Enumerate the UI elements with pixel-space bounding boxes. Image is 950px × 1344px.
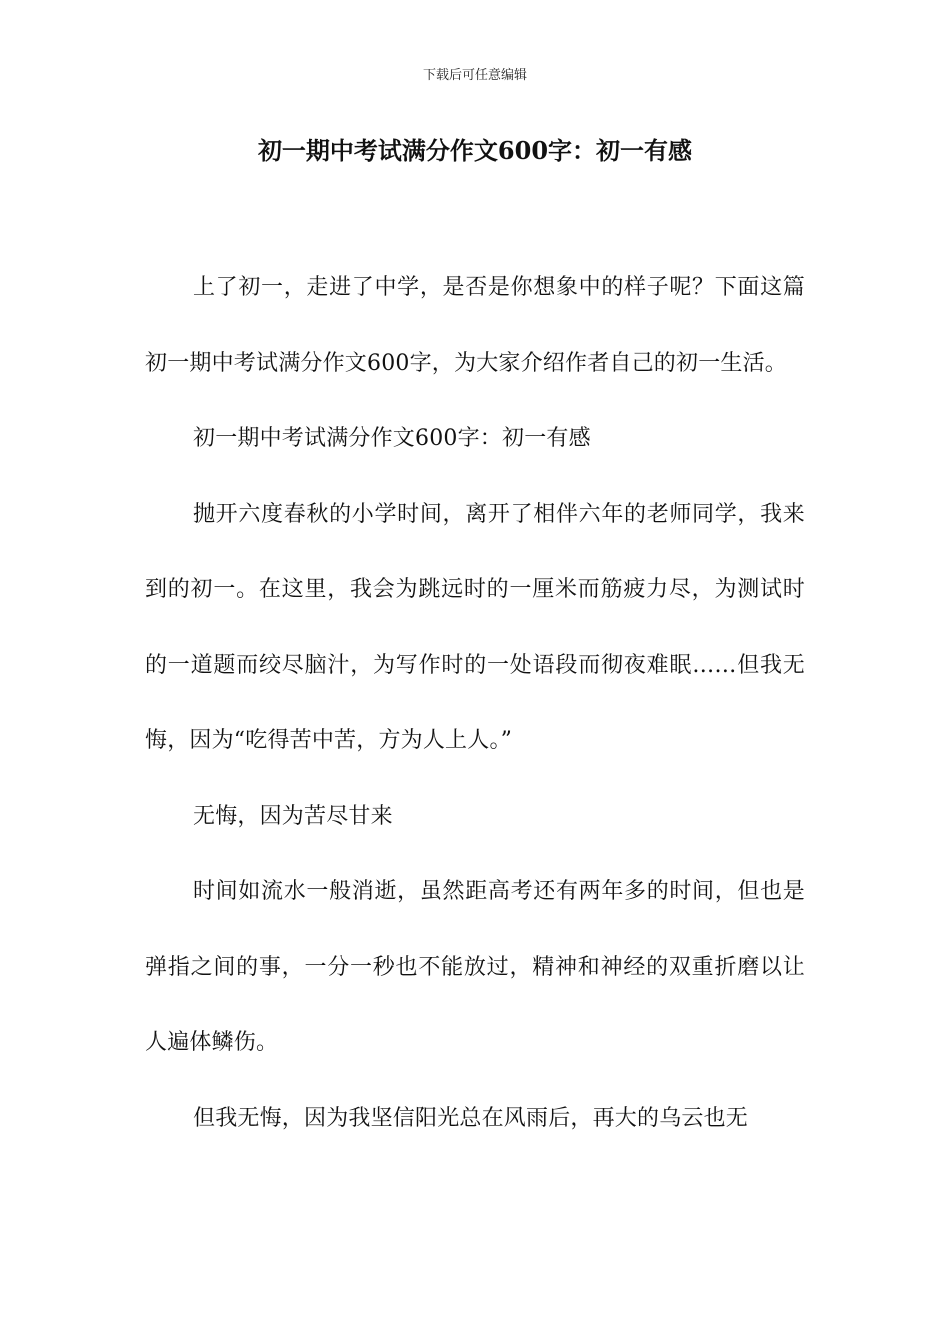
document-title: 初一期中考试满分作文600字：初一有感: [257, 136, 693, 165]
paragraph-heading-1: 无悔，因为苦尽甘来: [193, 803, 393, 829]
document-body: [145, 250, 805, 1156]
paragraph-body-2: 时间如流水一般消逝，虽然距高考还有两年多的时间，但也是弹指之间的事，一分一秒也不能放过，精神和神经的双重折磨以让人遍体鳞伤。: [145, 879, 805, 1055]
paragraph-intro: 上了初一，走进了中学，是否是你想象中的样子呢？下面这篇初一期中考试满分作文600字，为大家介绍作者自己的初一生活。: [145, 275, 805, 376]
header-note: 下载后可任意编辑: [422, 68, 527, 83]
paragraph-body-3: 但我无悔，因为我坚信阳光总在风雨后，再大的乌云也无: [193, 1105, 749, 1131]
paragraph-body-1: 抛开六度春秋的小学时间，离开了相伴六年的老师同学，我来到的初一。在这里，我会为跳远时的一厘米而筋疲力尽，为测试时的一道题而绞尽脑汁，为写作时的一处语段而彻夜难眠……但我无悔，因为“吃得苦中苦，方为人上人。”: [145, 501, 805, 753]
paragraph-subtitle: 初一期中考试满分作文600字：初一有感: [193, 426, 591, 451]
